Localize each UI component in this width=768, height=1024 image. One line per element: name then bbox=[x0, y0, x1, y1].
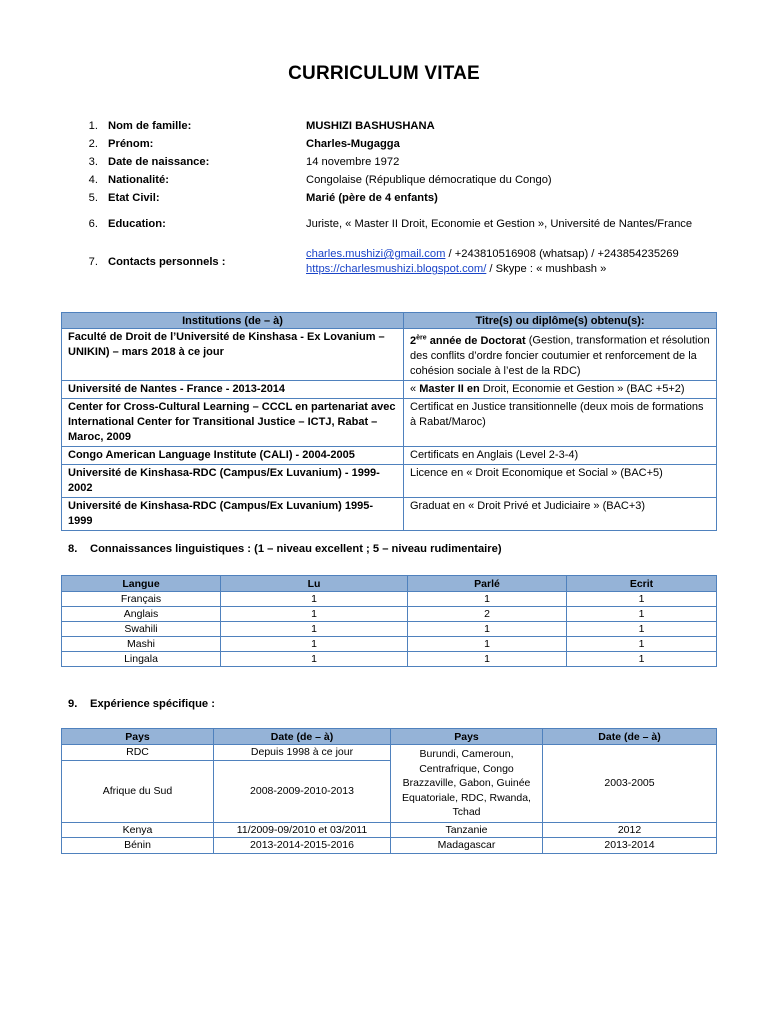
date-cell: 2012 bbox=[543, 822, 717, 838]
page-title: CURRICULUM VITAE bbox=[288, 63, 480, 84]
info-label: Etat Civil: bbox=[108, 192, 160, 204]
country-cell: Afrique du Sud bbox=[62, 760, 214, 822]
personal-info bbox=[60, 117, 720, 283]
diploma-cell: « Master II en Droit, Economie et Gestion » (BAC +5+2) bbox=[404, 380, 717, 398]
experience-table bbox=[61, 728, 717, 854]
column-header-spoken: Parlé bbox=[408, 576, 567, 592]
country-cell: Bénin bbox=[62, 838, 214, 854]
info-number: 2. bbox=[88, 138, 98, 150]
diploma-cell: Certificats en Anglais (Level 2-3-4) bbox=[404, 446, 717, 464]
info-value: MUSHIZI BASHUSHANA bbox=[306, 119, 435, 132]
language-cell: Anglais bbox=[62, 607, 221, 622]
blog-link[interactable]: https://charlesmushizi.blogspot.com/ bbox=[306, 263, 487, 275]
date-cell: 2013-2014-2015-2016 bbox=[214, 838, 391, 854]
read-level-cell: 1 bbox=[221, 652, 408, 667]
info-row-nationality bbox=[60, 171, 720, 189]
column-header-written: Ecrit bbox=[567, 576, 717, 592]
table-row bbox=[62, 464, 717, 497]
table-row bbox=[62, 838, 717, 854]
table-row bbox=[62, 607, 717, 622]
languages-table bbox=[61, 575, 717, 667]
info-value: Marié (père de 4 enfants) bbox=[306, 191, 438, 204]
info-value: 14 novembre 1972 bbox=[306, 155, 400, 168]
info-number: 7. bbox=[88, 256, 98, 268]
table-row bbox=[62, 329, 717, 381]
spoken-level-cell: 1 bbox=[408, 622, 567, 637]
info-row-birth-date bbox=[60, 153, 720, 171]
date-cell: 2008-2009-2010-2013 bbox=[214, 760, 391, 822]
table-row bbox=[62, 497, 717, 530]
table-row bbox=[62, 745, 717, 761]
table-row bbox=[62, 592, 717, 607]
language-cell: Lingala bbox=[62, 652, 221, 667]
country-cell: Burundi, Cameroun, Centrafrique, Congo Brazzaville, Gabon, Guinée Equatoriale, RDC, Rwanda, Tchad bbox=[391, 745, 543, 823]
column-header-date: Date (de – à) bbox=[214, 729, 391, 745]
table-row bbox=[62, 652, 717, 667]
info-number: 4. bbox=[88, 174, 98, 186]
institution-cell: Congo American Language Institute (CALI) - 2004-2005 bbox=[62, 446, 404, 464]
institution-cell: Center for Cross-Cultural Learning – CCCL en partenariat avec International Center for Transitional Justice – ICTJ, Rabat – Maroc, 2009 bbox=[62, 398, 404, 446]
email-link[interactable]: charles.mushizi@gmail.com bbox=[306, 248, 446, 260]
info-row-education bbox=[60, 207, 720, 241]
written-level-cell: 1 bbox=[567, 622, 717, 637]
section-title: Connaissances linguistiques : (1 – niveau excellent ; 5 – niveau rudimentaire) bbox=[90, 543, 502, 555]
column-header-institutions: Institutions (de – à) bbox=[62, 313, 404, 329]
read-level-cell: 1 bbox=[221, 592, 408, 607]
skype-contact: / Skype : « mushbash » bbox=[486, 263, 607, 275]
written-level-cell: 1 bbox=[567, 607, 717, 622]
info-row-first-name bbox=[60, 135, 720, 153]
spoken-level-cell: 2 bbox=[408, 607, 567, 622]
read-level-cell: 1 bbox=[221, 637, 408, 652]
info-number: 3. bbox=[88, 156, 98, 168]
date-cell: Depuis 1998 à ce jour bbox=[214, 745, 391, 761]
diploma-cell: Licence en « Droit Economique et Social » (BAC+5) bbox=[404, 464, 717, 497]
date-cell: 2003-2005 bbox=[543, 745, 717, 823]
institution-cell: Université de Kinshasa-RDC (Campus/Ex Luvanium) - 1999-2002 bbox=[62, 464, 404, 497]
section-title: Expérience spécifique : bbox=[90, 698, 215, 710]
institution-cell: Université de Kinshasa-RDC (Campus/Ex Luvanium) 1995-1999 bbox=[62, 497, 404, 530]
info-value: Congolaise (République démocratique du Congo) bbox=[306, 173, 552, 186]
info-label: Nom de famille: bbox=[108, 120, 192, 132]
column-header-country: Pays bbox=[391, 729, 543, 745]
column-header-date: Date (de – à) bbox=[543, 729, 717, 745]
info-label: Nationalité: bbox=[108, 174, 169, 186]
table-row bbox=[62, 622, 717, 637]
section-number: 8. bbox=[68, 543, 78, 555]
info-value: Juriste, « Master II Droit, Economie et Gestion », Université de Nantes/France bbox=[306, 217, 693, 230]
institution-cell: Université de Nantes - France - 2013-2014 bbox=[62, 380, 404, 398]
education-table bbox=[61, 312, 717, 531]
country-cell: Tanzanie bbox=[391, 822, 543, 838]
column-header-language: Langue bbox=[62, 576, 221, 592]
info-label: Date de naissance: bbox=[108, 156, 210, 168]
info-number: 1. bbox=[88, 120, 98, 132]
column-header-country: Pays bbox=[62, 729, 214, 745]
info-number: 5. bbox=[88, 192, 98, 204]
language-cell: Mashi bbox=[62, 637, 221, 652]
table-header-row bbox=[62, 729, 717, 745]
table-row bbox=[62, 380, 717, 398]
written-level-cell: 1 bbox=[567, 592, 717, 607]
diploma-cell: Graduat en « Droit Privé et Judiciaire » (BAC+3) bbox=[404, 497, 717, 530]
info-number: 6. bbox=[88, 218, 98, 230]
table-row bbox=[62, 822, 717, 838]
info-label: Prénom: bbox=[108, 138, 154, 150]
written-level-cell: 1 bbox=[567, 652, 717, 667]
table-row bbox=[62, 398, 717, 446]
read-level-cell: 1 bbox=[221, 622, 408, 637]
diploma-cell: Certificat en Justice transitionnelle (deux mois de formations à Rabat/Maroc) bbox=[404, 398, 717, 446]
table-header-row bbox=[62, 576, 717, 592]
phone-numbers: / +243810516908 (whatsap) / +243854235269 bbox=[445, 248, 679, 260]
spoken-level-cell: 1 bbox=[408, 637, 567, 652]
diploma-cell: 2ère année de Doctorat (Gestion, transformation et résolution des conflits d’ordre foncier coutumier et renforcement de la cohésion sociale à l’est de la RDC) bbox=[404, 329, 717, 381]
table-row bbox=[62, 637, 717, 652]
read-level-cell: 1 bbox=[221, 607, 408, 622]
info-row-contacts bbox=[60, 241, 720, 283]
info-row-civil-status bbox=[60, 189, 720, 207]
date-cell: 2013-2014 bbox=[543, 838, 717, 854]
info-value: Charles-Mugagga bbox=[306, 137, 400, 150]
institution-cell: Faculté de Droit de l’Université de Kinshasa - Ex Lovanium – UNIKIN) – mars 2018 à ce jour bbox=[62, 329, 404, 381]
languages-heading bbox=[68, 543, 502, 555]
spoken-level-cell: 1 bbox=[408, 652, 567, 667]
table-row bbox=[62, 446, 717, 464]
info-label: Education: bbox=[108, 218, 166, 230]
info-row-last-name bbox=[60, 117, 720, 135]
language-cell: Swahili bbox=[62, 622, 221, 637]
table-header-row bbox=[62, 313, 717, 329]
info-label: Contacts personnels : bbox=[108, 256, 226, 268]
country-cell: RDC bbox=[62, 745, 214, 761]
country-cell: Kenya bbox=[62, 822, 214, 838]
language-cell: Français bbox=[62, 592, 221, 607]
spoken-level-cell: 1 bbox=[408, 592, 567, 607]
written-level-cell: 1 bbox=[567, 637, 717, 652]
section-number: 9. bbox=[68, 698, 78, 710]
date-cell: 11/2009-09/2010 et 03/2011 bbox=[214, 822, 391, 838]
column-header-read: Lu bbox=[221, 576, 408, 592]
experience-heading bbox=[68, 698, 215, 710]
country-cell: Madagascar bbox=[391, 838, 543, 854]
info-value bbox=[306, 247, 720, 277]
column-header-diplomas: Titre(s) ou diplôme(s) obtenu(s): bbox=[404, 313, 717, 329]
